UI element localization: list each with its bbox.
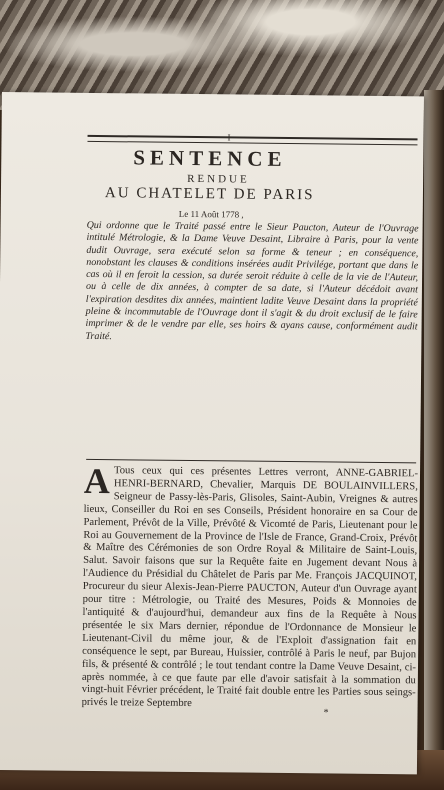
catchword-star: * (323, 707, 329, 719)
section-rule (86, 459, 416, 463)
body-paragraph: Tous ceux qui ces présentes Lettres verront, ANNE-GABRIEL-HENRI-BERNARD, Chevalier, Marquis DE BOULAINVILLERS, Seigneur de Passy-lès-Paris, Glisoles, Saint-Aubin, Vreignes & autres lieux, Conseiller du Roi en ses Conseils, Président honoraire en sa Cour de Parlement, Prévôt de la Ville, Prévôté & Vicomté de Paris, Lieutenant pour le Roi au Gouvernement de la Province de l'Isle de France, Grand-Croix, Prévôt & Maître des Cérémonies de son Ordre Royal & Militaire de Saint-Louis, Salut. Savoir faisons que sur la Requête faite en Jugement devant Nous à l'Audience du Présidial du Châtelet de Paris par Me. François JACQUINOT, Procureur du sieur Alexis-Jean-Pierre PAUCTON, Auteur d'un Ouvrage ayant pour titre : Métrologie, ou Traité des Mesures, Poids & Monnoies de l'antiquité & d'aujourd'hui, demandeur aux fins de la Requête à Nous présentée le six Mars dernier, répondue de l'Ordonnance de Monsieur le Lieutenant-Civil du même jour, & de l'Exploit d'assignation fait en conséquence le sept, par Bureau, Huissier, contrôlé à Paris le neuf, par Bujon fils, & présenté & contrôlé ; le tout tendant contre la Dame Veuve Desaint, ci-après nommée, à ce que faute par elle d'avoir satisfait à la sommation du vingt-huit Février précédent, le Traité fait double entre les Parties sous seings-privés le treize Septembre (81, 465, 419, 710)
court-name: AU CHATELET DE PARIS (104, 185, 315, 204)
background-right (424, 90, 444, 790)
drop-cap: A (83, 460, 111, 502)
page-title: SENTENCE (133, 145, 287, 171)
document-date: Le 11 Août 1778 , (178, 208, 244, 220)
subtitle-rendue: RENDUE (187, 172, 250, 186)
summary-paragraph: Qui ordonne que le Traité passé entre le Sieur Paucton, Auteur de l'Ouvrage intitulé Métrologie, & la Dame Veuve Desaint, Libraire à Paris, pour la vente dudit Ouvrage, sera exécuté selon sa forme & teneur ; en conséquence, nonobstant les clauses & conditions insérées audit Privilége, portant que dans le cas où il en feroit la cession, sa durée seroit réduite à celle de la vie de l'Auteur, ou à celle de dix années, à compter de sa date, si l'Auteur décédoit avant l'expiration desdites dix années, maintient ladite Veuve Desaint dans la propriété pleine & incommutable de l'Ouvrage dont il s'agit & du droit exclusif de le faire imprimer & de le vendre par elle, ses hoirs & ayans cause, conformément audit Traité. (85, 219, 419, 342)
header-rule (87, 135, 417, 145)
page-number: I (227, 132, 231, 143)
document-page (0, 92, 424, 774)
body-text (81, 460, 419, 714)
